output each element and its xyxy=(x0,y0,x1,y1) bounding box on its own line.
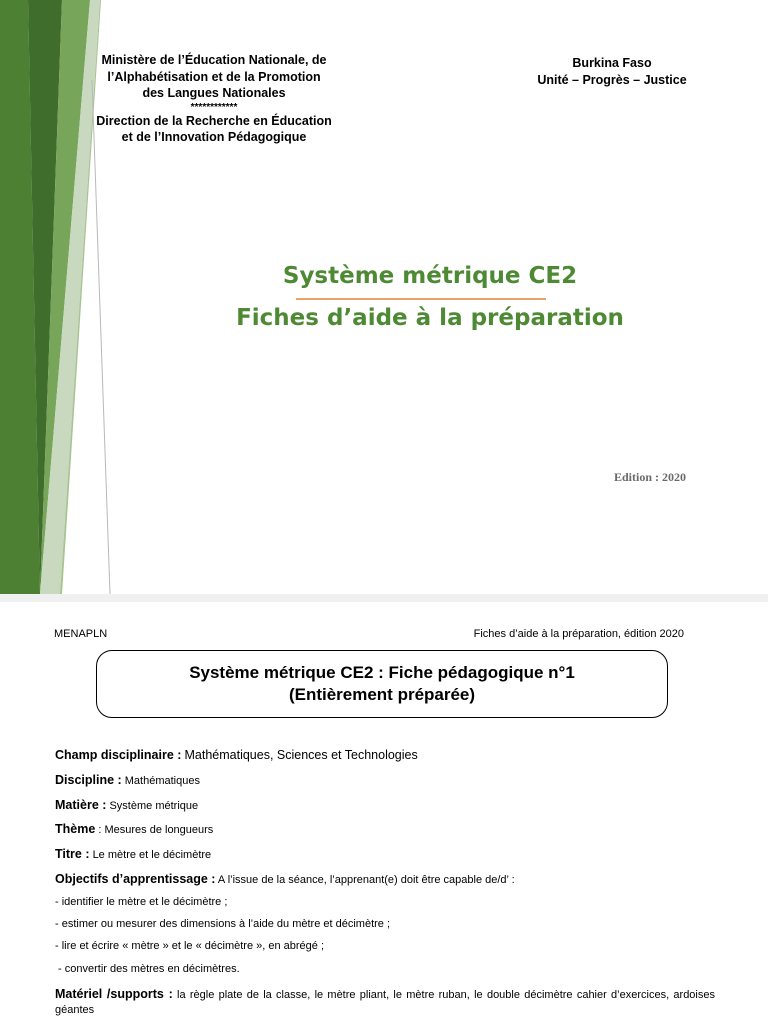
field-label: Matière : xyxy=(55,798,107,812)
header-left: MENAPLN xyxy=(54,628,108,640)
fiche-subtitle: (Entièrement préparée) xyxy=(288,685,476,704)
edition-label: Edition : 2020 xyxy=(613,470,686,484)
field-theme xyxy=(55,822,715,838)
cover-title-line2: Fiches d’aide à la préparation xyxy=(236,305,624,331)
direction-line: Direction de la Recherche en Éducation xyxy=(96,113,332,128)
field-matiere xyxy=(55,798,715,814)
field-objectifs xyxy=(55,872,715,888)
fiche-title: Système métrique CE2 : Fiche pédagogique n°1 xyxy=(189,663,575,682)
field-value: Le mètre et le décimètre xyxy=(92,849,212,861)
field-value: Mathématiques xyxy=(124,775,200,787)
field-champ xyxy=(55,748,715,764)
country-block xyxy=(520,55,704,89)
field-label: Matériel /supports : xyxy=(55,987,173,1001)
field-discipline xyxy=(55,773,715,789)
ministry-line: l’Alphabétisation et de la Promotion xyxy=(107,69,321,84)
cover-title-line1: Système métrique CE2 xyxy=(282,263,578,289)
ministry-header xyxy=(80,52,348,146)
objective-item: - lire et écrire « mètre » et le « décimètre », en abrégé ; xyxy=(55,940,325,952)
ministry-separator: ************ xyxy=(190,101,238,113)
field-value: Système métrique xyxy=(109,800,199,812)
field-label: Objectifs d’apprentissage : xyxy=(55,872,216,886)
objective-item: - identifier le mètre et le décimètre ; xyxy=(55,896,228,908)
direction-line: et de l’Innovation Pédagogique xyxy=(121,130,307,144)
field-label: Champ disciplinaire : xyxy=(55,748,182,762)
objective-item: - estimer ou mesurer des dimensions à l’aide du mètre et décimètre ; xyxy=(55,918,391,930)
country-name: Burkina Faso xyxy=(572,56,652,70)
field-label: Titre : xyxy=(55,847,90,861)
page-separator xyxy=(0,594,768,602)
field-label: Discipline : xyxy=(55,773,122,787)
field-value: A l’issue de la séance, l’apprenant(e) doit être capable de/d’ : xyxy=(217,874,515,886)
field-value: : Mesures de longueurs xyxy=(98,824,214,836)
objective-item: - convertir des mètres en décimètres. xyxy=(55,963,240,975)
cover-title xyxy=(180,258,680,336)
ministry-line: des Langues Nationales xyxy=(142,86,286,100)
ministry-line: Ministère de l’Éducation Nationale, de xyxy=(101,53,327,67)
fiche-title-box xyxy=(96,650,668,718)
header-right: Fiches d’aide à la préparation, édition 2020 xyxy=(473,628,684,640)
country-motto: Unité – Progrès – Justice xyxy=(537,73,687,87)
field-titre xyxy=(55,847,715,863)
field-value: la règle plate de la classe, le mètre pliant, le mètre ruban, le double décimètre cahier d’exercices, ardoises géantes xyxy=(55,989,715,1016)
field-label: Thème xyxy=(55,822,96,836)
field-value: Mathématiques, Sciences et Technologies xyxy=(184,748,418,762)
field-materiel xyxy=(55,987,715,1018)
title-underline xyxy=(296,298,546,300)
fiche-page xyxy=(0,602,768,1024)
